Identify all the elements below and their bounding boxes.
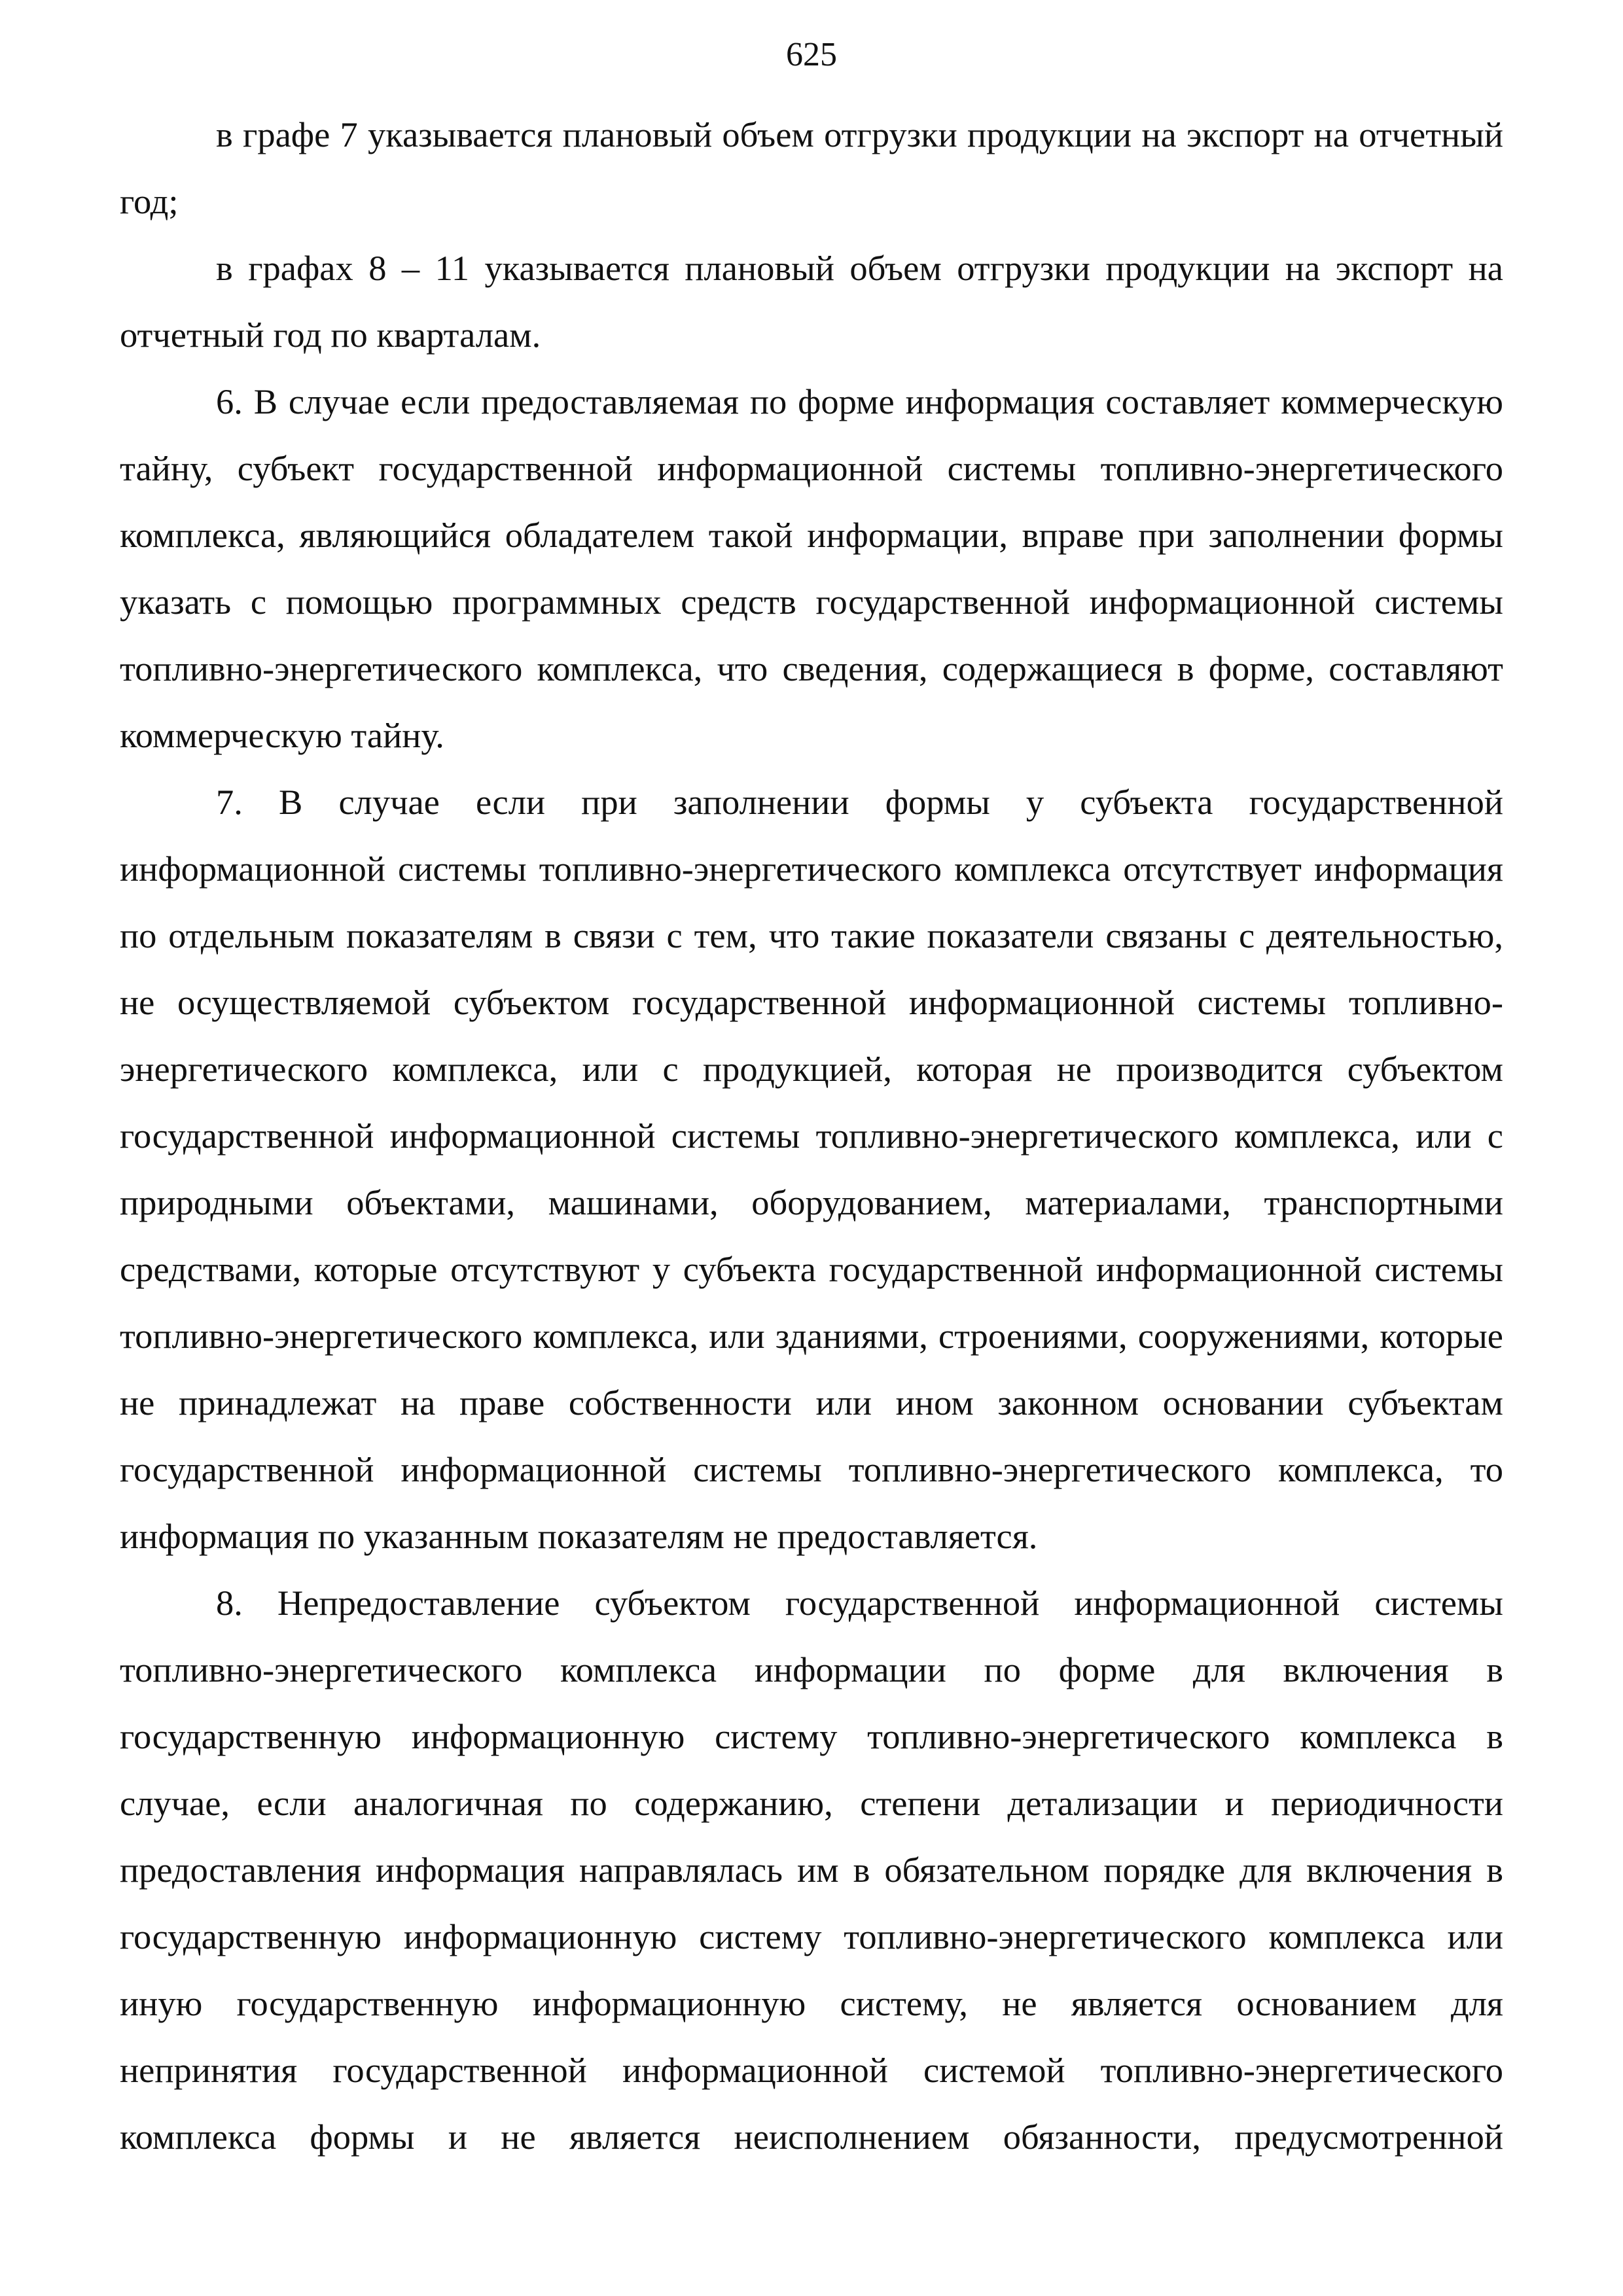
- paragraph-item-6: 6. В случае если предоставляемая по форме информация составляет коммерческую тайну, субъект государственной информационной системы топливно-энергетического комплекса, являющийся обладателем такой информации, вправе при заполнении формы указать с помощью программных средств государственной информационной системы топливно-энергетического комплекса, что сведения, содержащиеся в форме, составляют коммерческую тайну.: [120, 381, 1503, 755]
- paragraph-item-8: 8. Непредоставление субъектом государственной информационной системы топливно-энергетического комплекса информации по форме для включения в государственную информационную систему топливно-энергетического комплекса в случае, если аналогичная по содержанию, степени детализации и периодичности предоставления информация направлялась им в обязательном порядке для включения в государственную информационную систему топливно-энергетического комплекса или иную государственную информационную систему, не является основанием для непринятия государственной информационной системой топливно-энергетического комплекса формы и не является неисполнением обязанности, предусмотренной: [120, 1583, 1503, 2157]
- paragraph-columns-8-11: в графах 8 – 11 указывается плановый объем отгрузки продукции на экспорт на отчетный год по кварталам.: [120, 248, 1503, 355]
- paragraph-column-7: в графе 7 указывается плановый объем отгрузки продукции на экспорт на отчетный год;: [120, 115, 1503, 221]
- document-body: [120, 101, 1503, 2170]
- page-number: 625: [786, 36, 837, 73]
- paragraph-item-7: 7. В случае если при заполнении формы у субъекта государственной информационной системы топливно-энергетического комплекса отсутствует информация по отдельным показателям в связи с тем, что такие показатели связаны с деятельностью, не осуществляемой субъектом государственной информационной системы топливно-энергетического комплекса, или с продукцией, которая не производится субъектом государственной информационной системы топливно-энергетического комплекса, или с природными объектами, машинами, оборудованием, материалами, транспортными средствами, которые отсутствуют у субъекта государственной информационной системы топливно-энергетического комплекса, или зданиями, строениями, сооружениями, которые не принадлежат на праве собственности или ином законном основании субъектам государственной информационной системы топливно-энергетического комплекса, то информация по указанным показателям не предоставляется.: [120, 782, 1503, 1556]
